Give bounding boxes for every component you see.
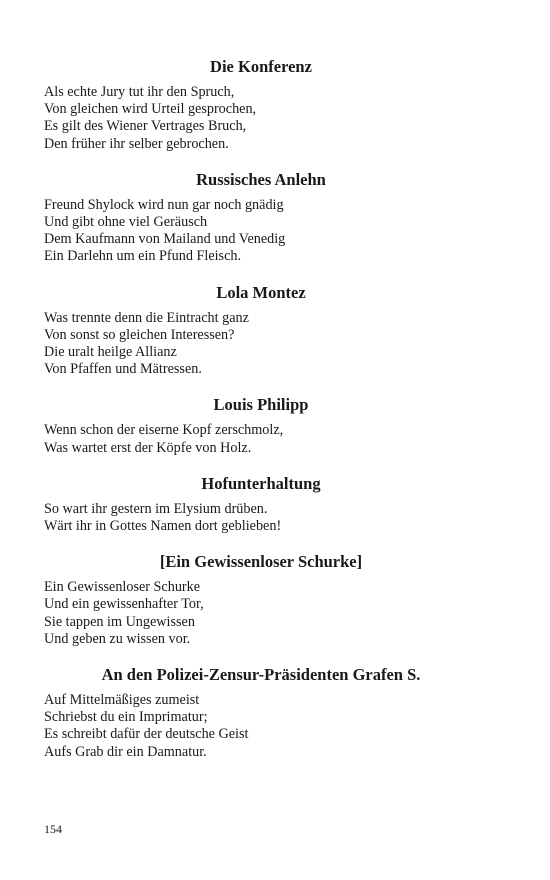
poem-hofunterhaltung	[44, 473, 478, 535]
poem-lines	[44, 422, 478, 456]
poem-line: Ein Gewissenloser Schurke	[44, 579, 201, 596]
poem-line: Wärt ihr in Gottes Namen dort geblieben!	[44, 518, 282, 535]
poem-russisches-anlehn	[44, 169, 478, 266]
page-content	[44, 56, 478, 761]
poem-line: Die uralt heilge Allianz	[44, 344, 177, 361]
poem-lines	[44, 310, 478, 379]
poem-title: Russisches Anlehn	[196, 169, 326, 189]
poem-title: An den Polizei-Zensur-Präsidenten Grafen S.	[101, 665, 421, 685]
poem-lines	[44, 197, 478, 266]
poem-line: Und gibt ohne viel Geräusch	[44, 214, 208, 231]
poem-lola-montez	[44, 282, 478, 379]
poem-line: Sie tappen im Ungewissen	[44, 613, 195, 630]
poem-title: [Ein Gewissenloser Schurke]	[159, 552, 363, 572]
poem-line: Von Pfaffen und Mätressen.	[44, 361, 202, 378]
poem-line: So wart ihr gestern im Elysium drüben.	[44, 500, 268, 517]
poem-line: Von sonst so gleichen Interessen?	[44, 326, 235, 343]
poem-title: Louis Philipp	[213, 395, 309, 415]
poem-line: Aufs Grab dir ein Damnatur.	[44, 743, 207, 760]
poem-line: Und ein gewissenhafter Tor,	[44, 596, 204, 613]
poem-title: Hofunterhaltung	[201, 473, 321, 493]
poem-title: Die Konferenz	[210, 57, 312, 76]
poem-line: Als echte Jury tut ihr den Spruch,	[44, 84, 235, 100]
poem-lines	[44, 692, 478, 761]
page-number: 154	[44, 822, 62, 836]
poem-line: Es gilt des Wiener Vertrages Bruch,	[44, 118, 247, 135]
poem-line: Was wartet erst der Köpfe von Holz.	[44, 439, 252, 456]
poem-line: Auf Mittelmäßiges zumeist	[44, 692, 200, 709]
poem-ein-gewissenloser-schurke	[44, 551, 478, 648]
poem-line: Dem Kaufmann von Mailand und Venedig	[44, 231, 286, 248]
poem-line: Freund Shylock wird nun gar noch gnädig	[44, 196, 284, 213]
poem-line: Und geben zu wissen vor.	[44, 630, 191, 647]
poem-lines	[44, 501, 478, 535]
poem-line: Schriebst du ein Imprimatur;	[44, 709, 208, 726]
poem-line: Den früher ihr selber gebrochen.	[44, 135, 229, 152]
poem-line: Von gleichen wird Urteil gesprochen,	[44, 101, 257, 118]
poem-line: Was trennte denn die Eintracht ganz	[44, 309, 249, 326]
poem-title: Lola Montez	[216, 282, 306, 302]
poem-lines	[44, 84, 478, 153]
poem-lines	[44, 579, 478, 648]
poem-line: Ein Darlehn um ein Pfund Fleisch.	[44, 248, 242, 265]
poem-die-konferenz	[44, 56, 478, 153]
poem-an-den-polizei-zensur-praesidenten	[44, 664, 478, 761]
poem-line: Es schreibt dafür der deutsche Geist	[44, 726, 249, 743]
poem-louis-philipp	[44, 394, 478, 456]
poem-line: Wenn schon der eiserne Kopf zerschmolz,	[44, 422, 284, 439]
